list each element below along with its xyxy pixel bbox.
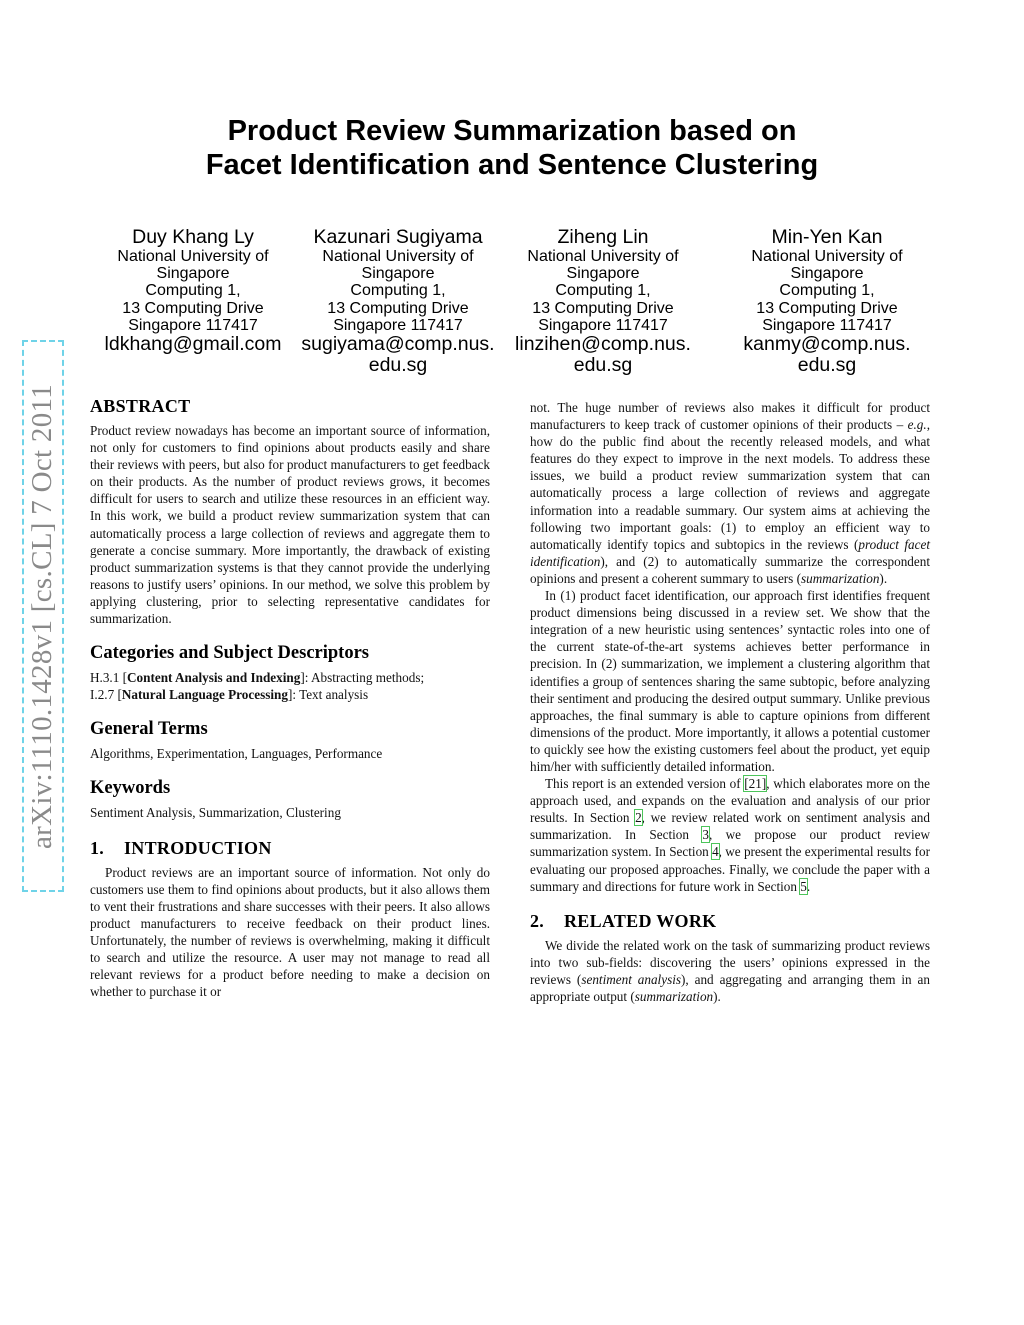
text-run: . bbox=[806, 878, 811, 894]
section-link[interactable]: 3 bbox=[702, 827, 709, 843]
author-email[interactable] bbox=[722, 334, 932, 376]
citation-link[interactable]: [21] bbox=[744, 776, 767, 792]
text-run: product facet identification bbox=[530, 536, 930, 569]
author-name: Kazunari Sugiyama bbox=[313, 226, 483, 248]
affiliation-line: Computing 1, bbox=[350, 282, 446, 300]
title-line-1: Product Review Summarization based on bbox=[227, 115, 797, 147]
affiliation-line: Singapore 117417 bbox=[333, 316, 463, 334]
author-card bbox=[293, 226, 503, 376]
category-code: H.3.1 [ bbox=[90, 670, 127, 686]
text-run: , we present the experimental results for evaluating our proposed approaches. Finally, we conclude the paper with a summary and directions for future work in Section bbox=[530, 844, 930, 894]
author-block bbox=[88, 226, 948, 376]
introduction-heading bbox=[90, 837, 490, 859]
affiliation-line: Singapore 117417 bbox=[538, 316, 668, 334]
category-rest: ]: Text analysis bbox=[287, 687, 369, 703]
right-column bbox=[530, 399, 930, 1005]
affiliation-line: Singapore 117417 bbox=[762, 316, 892, 334]
text-run: ). bbox=[879, 570, 888, 586]
email-line: edu.sg bbox=[797, 354, 857, 377]
affiliation-line: 13 Computing Drive bbox=[122, 299, 264, 317]
author-affiliation bbox=[722, 248, 932, 334]
author-affiliation bbox=[293, 248, 503, 334]
section-link[interactable]: 5 bbox=[800, 878, 807, 894]
affiliation-line: Singapore bbox=[361, 265, 435, 283]
affiliation-line: National University of bbox=[527, 248, 679, 265]
email-line: sugiyama@comp.nus. bbox=[301, 333, 495, 356]
text-run: summarization bbox=[634, 989, 714, 1004]
author-affiliation bbox=[88, 248, 298, 334]
text-run: ). bbox=[713, 989, 721, 1004]
affiliation-line: National University of bbox=[322, 248, 474, 265]
category-name: Natural Language Processing bbox=[121, 687, 288, 703]
affiliation-line: 13 Computing Drive bbox=[532, 299, 674, 317]
affiliation-line: Singapore bbox=[156, 265, 230, 283]
keywords-text: Sentiment Analysis, Summarization, Clustering bbox=[90, 805, 341, 821]
text-run: e.g. bbox=[907, 417, 927, 433]
text-run: , which elaborates more on the approach used, and expands on the evaluation and analysis of our prior results. In Section bbox=[530, 776, 930, 826]
affiliation-line: 13 Computing Drive bbox=[327, 299, 469, 317]
text-run: We divide the related work on the task of summarizing product reviews into two sub-fields: discovering the users’ opinions expressed in the reviews ( bbox=[530, 937, 930, 987]
introduction-paragraph-1: Product reviews are an important source of information. Not only do customers use them to find opinions about products, but it also allows them to vent their frustrations and share successes with their peers. It also allows product manufacturers to receive feedback on their product lines. Unfortunately, the number of reviews is overwhelming, making it difficult to search and utilize the resource. A user may not manage to read all relevant reviews for a product before needing to make a decision on whether to purchase it or bbox=[90, 864, 490, 1000]
affiliation-line: 13 Computing Drive bbox=[756, 299, 898, 317]
author-name: Duy Khang Ly bbox=[132, 226, 254, 248]
section-title: INTRODUCTION bbox=[124, 837, 272, 858]
author-card bbox=[722, 226, 932, 376]
arxiv-stamp-text: arXiv:1110.1428v1 [cs.CL] 7 Oct 2011 bbox=[26, 383, 59, 849]
introduction-paragraph-3 bbox=[530, 775, 930, 895]
author-card bbox=[88, 226, 298, 355]
categories-text bbox=[90, 669, 490, 703]
categories-heading: Categories and Subject Descriptors bbox=[90, 643, 369, 664]
affiliation-line: Singapore bbox=[790, 265, 864, 283]
category-code: I.2.7 [ bbox=[90, 687, 122, 703]
email-line: ldkhang@gmail.com bbox=[104, 333, 282, 356]
text-run: ), and aggregating and arranging them in an appropriate output ( bbox=[530, 971, 931, 1004]
author-affiliation bbox=[498, 248, 708, 334]
text-run: sentiment analysis bbox=[581, 971, 682, 987]
section-link[interactable]: 4 bbox=[712, 844, 719, 860]
author-name: Ziheng Lin bbox=[557, 226, 649, 248]
general-terms-heading: General Terms bbox=[90, 719, 208, 740]
text-run: , we propose our product review summarization system. In Section bbox=[530, 827, 930, 860]
section-number: 1. bbox=[90, 837, 105, 858]
email-line: edu.sg bbox=[573, 354, 633, 377]
paper-title bbox=[0, 114, 1024, 182]
email-line: linzihen@comp.nus. bbox=[515, 333, 691, 356]
text-run: , we review related work on sentiment analysis and summarization. In Section bbox=[530, 810, 930, 843]
introduction-paragraph-1-cont bbox=[530, 399, 930, 587]
affiliation-line: Computing 1, bbox=[145, 282, 241, 300]
email-line: edu.sg bbox=[368, 354, 428, 377]
text-run: ), and (2) to automatically summarize the correspondent opinions and present a coherent summary to users ( bbox=[530, 553, 930, 586]
section-number: 2. bbox=[530, 910, 545, 931]
affiliation-line: National University of bbox=[751, 248, 903, 265]
author-email[interactable] bbox=[88, 334, 298, 355]
affiliation-line: Computing 1, bbox=[555, 282, 651, 300]
title-line-2: Facet Identification and Sentence Clustering bbox=[205, 149, 819, 181]
text-run: summarization bbox=[801, 570, 880, 586]
affiliation-line: National University of bbox=[117, 248, 269, 265]
author-email[interactable] bbox=[293, 334, 503, 376]
affiliation-line: Singapore 117417 bbox=[128, 316, 258, 334]
keywords-heading: Keywords bbox=[90, 778, 171, 799]
arxiv-stamp[interactable] bbox=[22, 340, 64, 892]
text-run: , how do the public find about the recently released models, and what features do they expect to improve in the next models. To address these issues, we build a product review summarization system that can automatically process a large collection of reviews and aggregate information into a readable summary. Our system aims at achieving the following two important goals: (1) to employ an efficient way to automatically identify topics and subtopics in the reviews ( bbox=[530, 417, 930, 552]
text-run: not. The huge number of reviews also makes it difficult for product manufacturers to keep track of customer opinions of their products – bbox=[530, 400, 930, 433]
abstract-heading: ABSTRACT bbox=[90, 396, 191, 416]
author-card bbox=[498, 226, 708, 376]
introduction-paragraph-2: In (1) product facet identification, our approach first identifies frequent product dimensions being discussed in a review set. We show that the integration of a new heuristic using sentences’ syntactic roles into one of the current state-of-the-art systems achieves better performance in precision. In (2) summarization, we implement a clustering algorithm that identifies a group of sentences sharing the same subtopic, before analyzing their sentiment and producing the desired output summary. Unlike previous approaches, the final summary is able to capture opinions from different dimensions of the product. More importantly, it allows a potential customer to quickly see how the existing customers feel about the product, yet equip him/her with sufficiently detailed information. bbox=[530, 588, 930, 774]
affiliation-line: Computing 1, bbox=[779, 282, 875, 300]
related-work-paragraph bbox=[530, 937, 930, 1005]
related-work-heading bbox=[530, 910, 930, 932]
affiliation-line: Singapore bbox=[566, 265, 640, 283]
section-link[interactable]: 2 bbox=[635, 810, 642, 826]
left-column bbox=[90, 395, 490, 1000]
author-email[interactable] bbox=[498, 334, 708, 376]
abstract-text: Product review nowadays has become an important source of information, not only for customers to find opinions about products easily and share their reviews with peers, but also for product manufacturers to get feedback on their products. As the number of product reviews grows, it becomes difficult for users to search and utilize these resources in an efficient way. In this work, we build a product review summarization system that can automatically process a large collection of reviews and aggregate them to generate a concise summary. More importantly, the drawback of existing product summarization systems is that they cannot provide the underlying reasons to justify users’ opinions. In our method, we solve this problem by applying clustering, prior to selecting representative candidates for summarization. bbox=[90, 423, 490, 627]
email-line: kanmy@comp.nus. bbox=[743, 333, 911, 356]
category-name: Content Analysis and Indexing bbox=[127, 670, 301, 686]
author-name: Min-Yen Kan bbox=[771, 226, 883, 248]
category-rest: ]: Abstracting methods; bbox=[300, 670, 425, 686]
text-run: This report is an extended version of bbox=[545, 776, 745, 792]
general-terms-text: Algorithms, Experimentation, Languages, Performance bbox=[90, 746, 383, 762]
section-title: RELATED WORK bbox=[564, 910, 717, 931]
